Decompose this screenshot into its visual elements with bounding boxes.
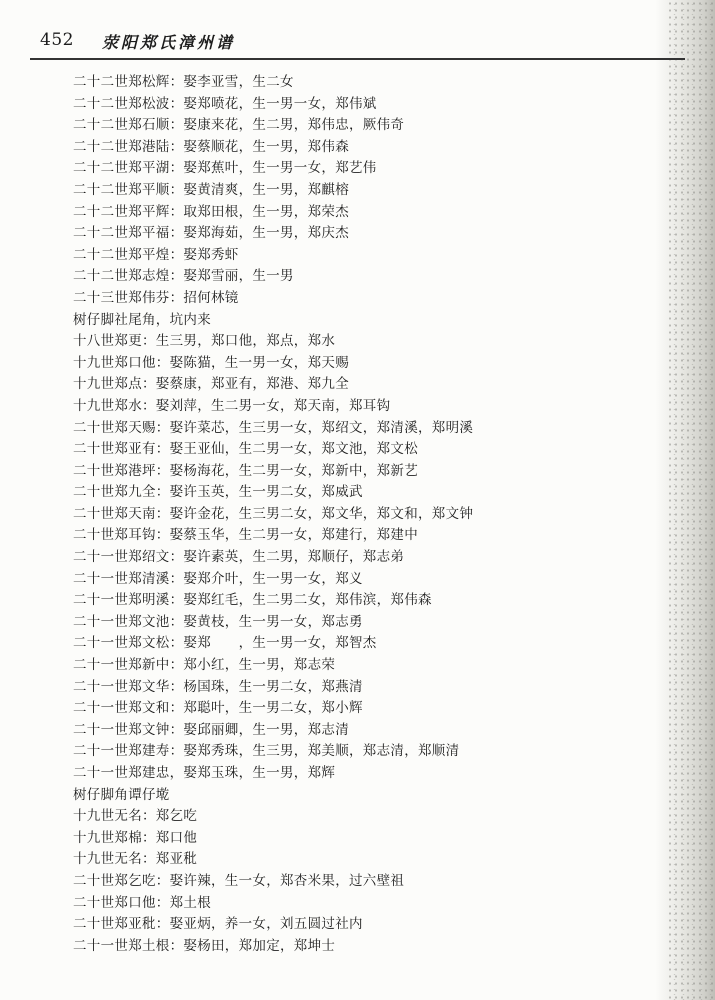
text-line: 二十二世郑平湖：娶郑蕉叶，生一男一女，郑艺伟 — [73, 160, 377, 177]
text-line: 二十一世郑文钟：娶邱丽卿，生一男，郑志清 — [73, 721, 349, 738]
text-line: 二十二世郑平辉：取郑田根，生一男，郑荣杰 — [73, 203, 349, 220]
text-line: 二十二世郑港陆：娶蔡顺花，生一男，郑伟森 — [73, 138, 349, 155]
text-line: 树仔脚社尾角，坑内来 — [73, 311, 211, 328]
text-line: 十八世郑更：生三男，郑口他，郑点，郑水 — [73, 333, 336, 350]
page-number: 452 — [40, 30, 74, 50]
text-line: 二十一世郑明溪：娶郑红毛，生二男二女，郑伟滨，郑伟森 — [73, 592, 432, 609]
text-line: 二十世郑天南：娶许金花，生三男二女，郑文华，郑文和，郑文钟 — [73, 505, 474, 522]
text-line: 二十二世郑平煌：娶郑秀虾 — [73, 246, 239, 263]
text-line: 二十世郑天赐：娶许菜芯，生三男一女，郑绍文，郑清溪，郑明溪 — [73, 419, 474, 436]
text-line: 二十一世郑建寿：娶郑秀珠，生三男，郑美顺，郑志清，郑顺清 — [73, 743, 460, 760]
text-line: 二十二世郑平顺：娶黄清爽，生一男，郑麒榕 — [73, 181, 349, 198]
text-line: 十九世郑棉：郑口他 — [73, 829, 198, 846]
text-line: 二十二世郑平福：娶郑海茹，生一男，郑庆杰 — [73, 225, 349, 242]
text-line: 二十二世郑志煌：娶郑雪丽，生一男 — [73, 268, 294, 285]
text-line: 二十一世郑新中：郑小红，生一男，郑志荣 — [73, 657, 336, 674]
text-line: 二十世郑港坪：娶杨海花，生二男一女，郑新中，郑新艺 — [73, 462, 418, 479]
text-line: 二十世郑九全：娶许玉英，生一男二女，郑威武 — [73, 484, 363, 501]
text-line: 十九世无名：郑亚秕 — [73, 851, 198, 868]
text-line: 二十二世郑石顺：娶康来花，生二男，郑伟忠，厥伟奇 — [73, 117, 405, 134]
text-line: 十九世郑水：娶刘萍，生二男一女，郑天南，郑耳钩 — [73, 397, 391, 414]
text-line: 二十世郑耳钩：娶蔡玉华，生二男一女，郑建行，郑建中 — [73, 527, 418, 544]
text-line: 二十一世郑文松：娶郑 ，生一男一女，郑智杰 — [73, 635, 377, 652]
header-rule — [30, 58, 685, 60]
text-line: 二十世郑乞吃：娶许辣，生一女，郑杏米果，过六壁祖 — [73, 872, 405, 889]
page-header — [40, 28, 680, 54]
text-line: 二十二世郑松波：娶郑喷花，生一男一女，郑伟斌 — [73, 95, 377, 112]
text-line: 十九世无名：郑乞吃 — [73, 808, 198, 825]
text-line: 二十世郑口他：郑土根 — [73, 894, 211, 911]
text-line: 二十世郑亚有：娶王亚仙，生二男一女，郑文池，郑文松 — [73, 441, 418, 458]
text-line: 二十二世郑松辉：娶李亚雪，生二女 — [73, 74, 294, 90]
genealogy-text — [73, 72, 663, 957]
text-line: 二十一世郑文和：郑聪叶，生一男二女，郑小辉 — [73, 700, 363, 717]
scan-noise — [667, 0, 715, 1000]
text-line: 二十一世郑土根：娶杨田，郑加定，郑坤士 — [73, 937, 336, 954]
text-line: 二十一世郑清溪：娶郑介叶，生一男一女，郑义 — [73, 570, 363, 587]
text-line: 十九世郑点：娶蔡康，郑亚有，郑港、郑九全 — [73, 376, 349, 393]
text-line: 二十一世郑绍文：娶许素英，生二男，郑顺仔，郑志弟 — [73, 549, 405, 566]
text-line: 二十三世郑伟芬：招何林镜 — [73, 289, 239, 306]
text-line: 二十世郑亚秕：娶亚炳，养一女，刘五圆过社内 — [73, 916, 363, 933]
text-line: 二十一世郑建忠，娶郑玉珠，生一男，郑辉 — [73, 765, 336, 781]
running-title: 荥阳郑氏漳州谱 — [102, 33, 236, 52]
text-line: 二十一世郑文华：杨国珠，生一男二女，郑燕清 — [73, 678, 363, 695]
text-line: 十九世郑口他：娶陈猫，生一男一女，郑天赐 — [73, 354, 349, 371]
text-line: 二十一世郑文池：娶黄枝，生一男一女，郑志勇 — [73, 613, 363, 630]
text-line: 树仔脚角谭仔墘 — [73, 786, 170, 803]
